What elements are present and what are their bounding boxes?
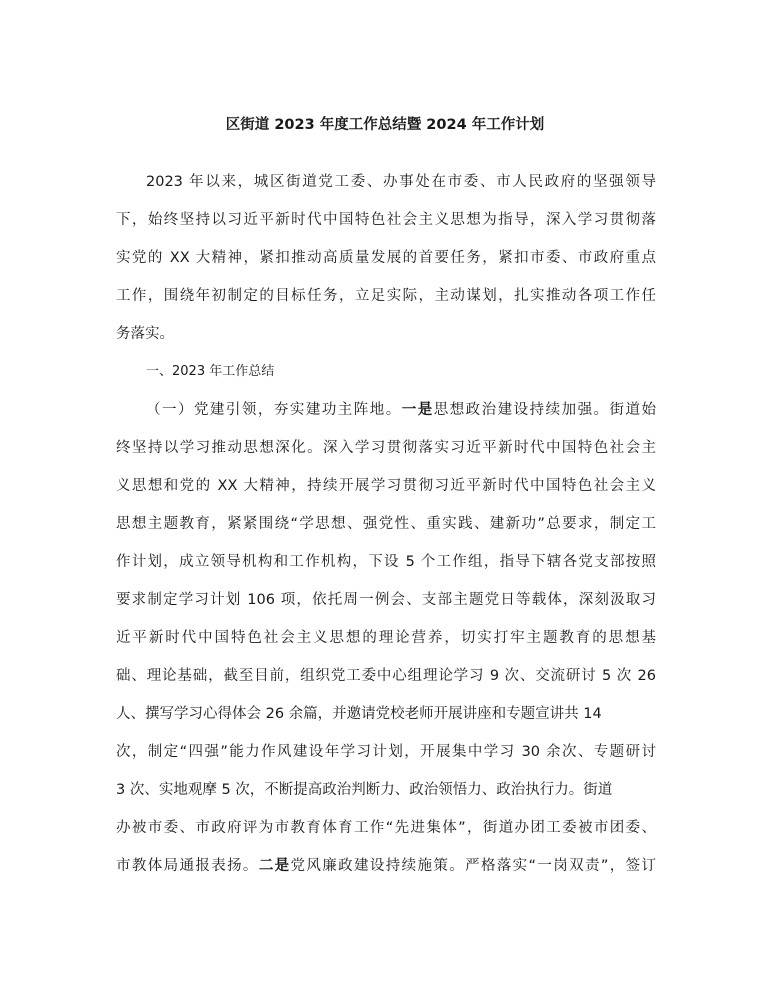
paragraph-line: 近平新时代中国特色社会主义思想的理论营养，切实打牢主题教育的思想基 bbox=[116, 630, 656, 646]
paragraph-line: 务落实。 bbox=[116, 326, 174, 342]
document-title: 区街道 2023 年度工作总结暨 2024 年工作计划 bbox=[225, 117, 545, 133]
paragraph-line: 下，始终坚持以习近平新时代中国特色社会主义思想为指导，深入学习贯彻落 bbox=[116, 212, 656, 228]
paragraph-line: 人、撰写学习心得体会 26 余篇，并邀请党校老师开展讲座和专题宣讲共 14 bbox=[116, 706, 602, 722]
paragraph-line: 次，制定“四强”能力作风建设年学习计划，开展集中学习 30 余次、专题研讨 bbox=[116, 744, 656, 760]
paragraph-line: 办被市委、市政府评为市教育体育工作“先进集体”，街道办团工委被市团委、 bbox=[116, 820, 656, 836]
line-text: 思想政治建设持续加强。街道始 bbox=[433, 402, 657, 418]
line-text: 市教体局通报表扬。 bbox=[116, 858, 259, 874]
paragraph-line: 2023 年以来，城区街道党工委、办事处在市委、市人民政府的坚强领导 bbox=[146, 174, 656, 190]
paragraph-line: 义思想和党的 XX 大精神，持续开展学习贯彻习近平新时代中国特色社会主义 bbox=[116, 478, 656, 494]
paragraph-line: 思想主题教育，紧紧围绕“学思想、强党性、重实践、建新功”总要求，制定工 bbox=[116, 516, 656, 532]
paragraph-line bbox=[116, 391, 656, 429]
paragraph-line: 要求制定学习计划 106 项，依托周一例会、支部主题党日等载体，深刻汲取习 bbox=[116, 592, 656, 608]
line-text: 党风廉政建设持续施策。严格落实“一岗双责”，签订 bbox=[290, 858, 657, 874]
paragraph-line: 作计划，成立领导机构和工作机构，下设 5 个工作组，指导下辖各党支部按照 bbox=[116, 554, 656, 570]
bold-marker: 一是 bbox=[401, 402, 434, 418]
paragraph-line: 础、理论基础，截至目前，组织党工委中心组理论学习 9 次、交流研讨 5 次 26 bbox=[116, 668, 656, 684]
bold-marker: 二是 bbox=[258, 858, 291, 874]
paragraph-line: 工作，围绕年初制定的目标任务，立足实际，主动谋划，扎实推动各项工作任 bbox=[116, 288, 656, 304]
subsection-heading: （一）党建引领，夯实建功主阵地。 bbox=[146, 402, 402, 418]
paragraph-line: 3 次、实地观摩 5 次，不断提高政治判断力、政治领悟力、政治执行力。街道 bbox=[116, 782, 613, 798]
section-heading: 一、2023 年工作总结 bbox=[146, 364, 275, 379]
paragraph-line bbox=[116, 847, 656, 885]
paragraph-line: 终坚持以学习推动思想深化。深入学习贯彻落实习近平新时代中国特色社会主 bbox=[116, 440, 656, 456]
document-body bbox=[116, 163, 656, 885]
paragraph-line: 实党的 XX 大精神，紧扣推动高质量发展的首要任务，紧扣市委、市政府重点 bbox=[116, 250, 656, 266]
